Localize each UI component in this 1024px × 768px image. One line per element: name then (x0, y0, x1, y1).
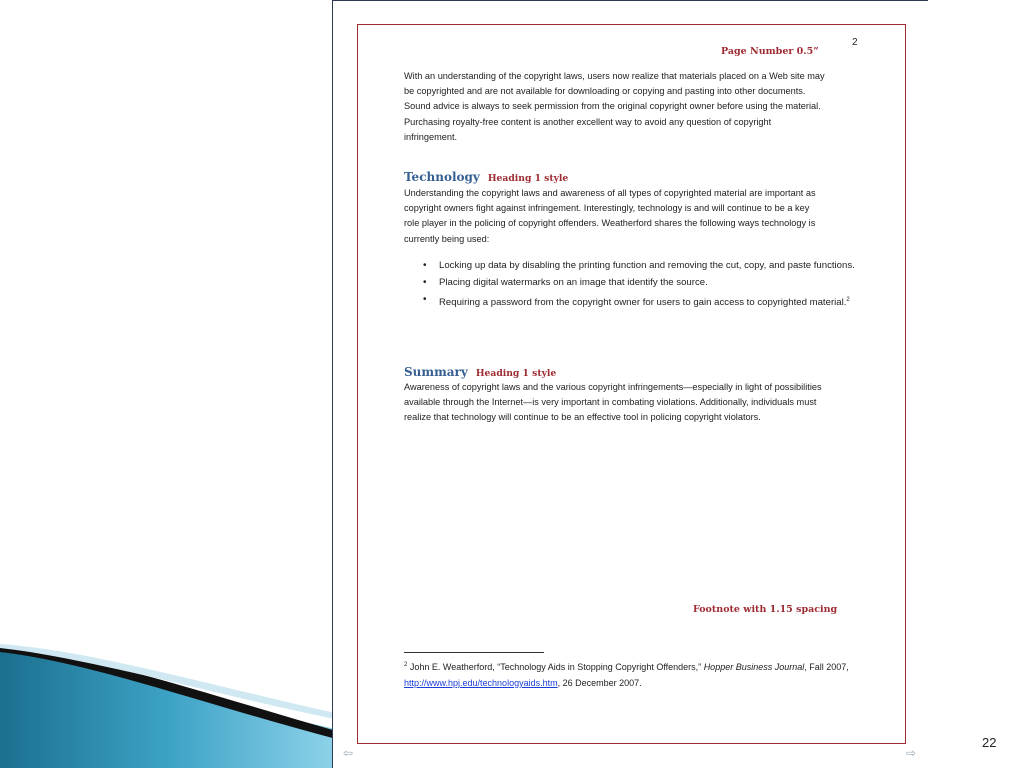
footnote-reference[interactable]: 2 (846, 297, 850, 303)
technology-bullet-list (404, 258, 864, 312)
text-line: copyright owners fight against infringement. Interestingly, technology is and will continue to be a key (404, 203, 810, 214)
text-line: Sound advice is always to seek permission from the original copyright owner before using the material. (404, 101, 821, 112)
summary-heading (404, 365, 556, 379)
technology-heading (404, 170, 568, 184)
bullet-icon: • (423, 294, 427, 305)
text-line: Purchasing royalty-free content is another excellent way to avoid any question of copyright (404, 116, 772, 127)
footnote-marker: 2 (404, 662, 408, 668)
text-line: realize that technology will continue to be an effective tool in policing copyright violators. (404, 412, 761, 423)
summary-paragraph (404, 380, 864, 426)
list-item: • Placing digital watermarks on an image that identify the source. (404, 275, 864, 291)
heading-style-callout: Heading 1 style (475, 368, 557, 379)
slide-number: 22 (982, 735, 997, 750)
text-line: be copyrighted and are not available for downloading or copying and pasting into other documents. (404, 86, 806, 97)
heading-text: Summary (404, 365, 468, 379)
technology-paragraph (404, 186, 864, 247)
decorative-swoosh (0, 640, 340, 768)
footnote-callout: Footnote with 1.15 spacing (693, 604, 838, 615)
list-item: • Requiring a password from the copyright owner for users to gain access to copyrighted material.$^2$ (423, 294, 850, 309)
text-line: With an understanding of the copyright laws, users now realize that materials placed on a Web site may (404, 71, 825, 81)
text-line: infringement. (404, 131, 458, 142)
bullet-icon: • (423, 260, 427, 271)
intro-paragraph (404, 69, 864, 145)
text-line: available through the Internet—is very important in combating violations. Additionally, individuals must (404, 397, 817, 408)
text-line: Understanding the copyright laws and awareness of all types of copyrighted material are important as (404, 188, 816, 198)
journal-title: Hopper Business Journal (703, 662, 805, 672)
bullet-icon: • (423, 277, 427, 288)
footnote: $^2$ John E. Weatherford, “Technology Aids in Stopping Copyright Offenders,” Hopper Business Journal, Fall 2007, http://www.hpj.edu/technologyaids.htm, 26 December 2007. (404, 662, 849, 688)
footnote-separator (404, 652, 544, 653)
heading-style-callout: Heading 1 style (487, 173, 569, 184)
text-line: role player in the policing of copyright offenders. Weatherford shares the following ways technology is (404, 218, 816, 229)
next-arrow-icon[interactable]: ⇨ (906, 746, 917, 760)
list-item: • Locking up data by disabling the printing function and removing the cut, copy, and paste functions. (404, 258, 864, 274)
page-number: 2 (852, 37, 858, 48)
previous-arrow-icon[interactable]: ⇦ (343, 746, 354, 760)
footnote-link[interactable]: http://www.hpj.edu/technologyaids.htm (404, 678, 558, 688)
text-line: Awareness of copyright laws and the various copyright infringements—especially in light of possibilities (404, 382, 822, 392)
page-number-callout: Page Number 0.5” (721, 46, 819, 57)
text-line: currently being used: (404, 233, 490, 244)
heading-text: Technology (404, 170, 480, 184)
